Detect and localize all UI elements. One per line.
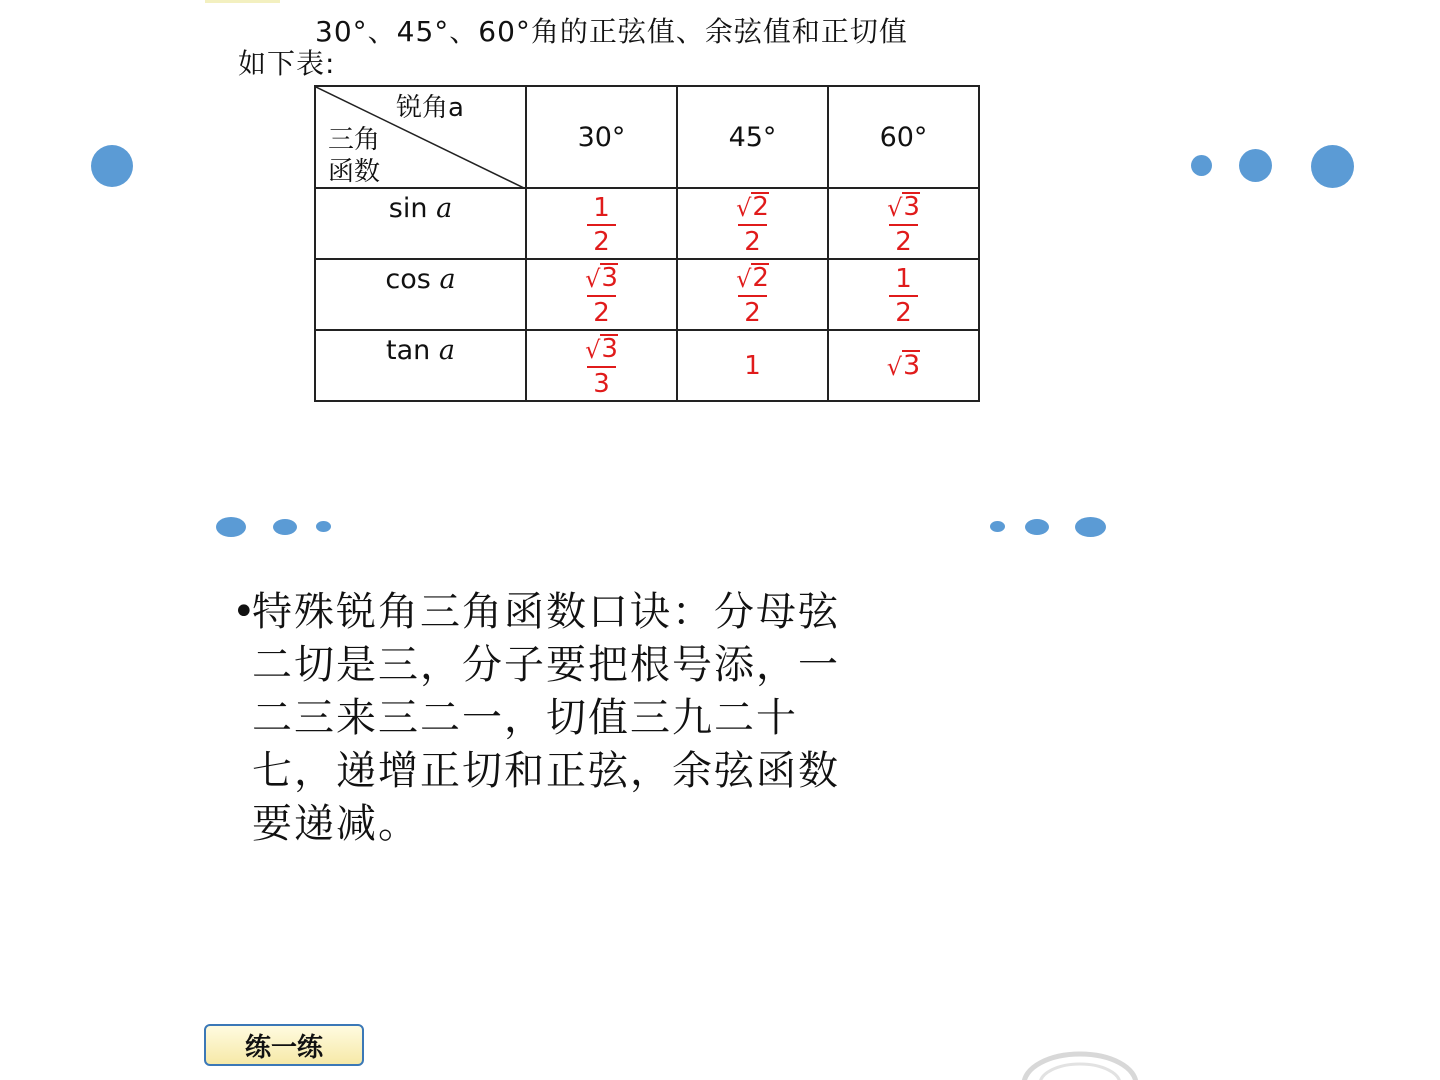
function-name: sin bbox=[388, 193, 428, 224]
function-label-cell bbox=[315, 330, 526, 401]
mnemonic-line: 二切是三，分子要把根号添，一 bbox=[252, 642, 840, 688]
decor-dot bbox=[990, 521, 1005, 532]
mnemonic-line: 二三来三二一，切值三九二十 bbox=[252, 695, 798, 741]
angle-header: 30° bbox=[526, 86, 677, 188]
function-label-cell bbox=[315, 188, 526, 259]
corner-label-trig: 三角 bbox=[328, 125, 381, 155]
trig-values-table bbox=[314, 85, 980, 402]
angle-header: 60° bbox=[828, 86, 979, 188]
practice-button[interactable]: 练一练 bbox=[204, 1024, 364, 1066]
mnemonic-line: 七，递增正切和正弦，余弦函数 bbox=[252, 748, 840, 794]
mnemonic-line: 要递减。 bbox=[252, 801, 420, 847]
intro-line-1: 30°、45°、60°角的正弦值、余弦值和正切值 bbox=[315, 15, 908, 48]
decor-dot bbox=[1239, 149, 1272, 182]
mnemonic-line: 特殊锐角三角函数口诀：分母弦 bbox=[252, 589, 840, 635]
function-variable: a bbox=[438, 335, 455, 366]
decor-dot bbox=[1191, 155, 1212, 176]
decor-dot bbox=[91, 145, 133, 187]
function-name: cos bbox=[385, 264, 431, 295]
watermark-seal-icon bbox=[1020, 1044, 1140, 1080]
top-edge-mark bbox=[205, 0, 280, 3]
function-variable: a bbox=[439, 264, 456, 295]
decor-dot bbox=[273, 519, 297, 535]
bullet-marker: • bbox=[232, 589, 258, 635]
mnemonic-text bbox=[232, 586, 1052, 851]
value-tan-60: √ 3 bbox=[828, 330, 979, 401]
table-corner-cell bbox=[315, 86, 526, 188]
value-cos-60: $\frac{1}{2}$ bbox=[828, 259, 979, 330]
value-tan-45: 1 bbox=[677, 330, 828, 401]
intro-line-2: 如下表: bbox=[238, 47, 336, 80]
decor-dot bbox=[1075, 517, 1106, 537]
value-cos-30: √ 3 2 bbox=[526, 259, 677, 330]
decor-dot bbox=[1311, 145, 1354, 188]
function-label-cell bbox=[315, 259, 526, 330]
function-name: tan bbox=[386, 335, 431, 366]
decor-dot bbox=[216, 517, 246, 537]
decor-dot bbox=[1025, 519, 1049, 535]
angle-header: 45° bbox=[677, 86, 828, 188]
corner-label-function: 函数 bbox=[328, 157, 381, 187]
value-cos-45: √ 2 2 bbox=[677, 259, 828, 330]
function-variable: a bbox=[436, 193, 453, 224]
corner-label-angle: 锐角a bbox=[396, 93, 464, 123]
value-sin-30: $\frac{1}{2}$ bbox=[526, 188, 677, 259]
decor-dot bbox=[316, 521, 331, 532]
value-sin-60: √ 3 2 bbox=[828, 188, 979, 259]
value-tan-30: √ 3 3 bbox=[526, 330, 677, 401]
value-sin-45: √ 2 2 bbox=[677, 188, 828, 259]
